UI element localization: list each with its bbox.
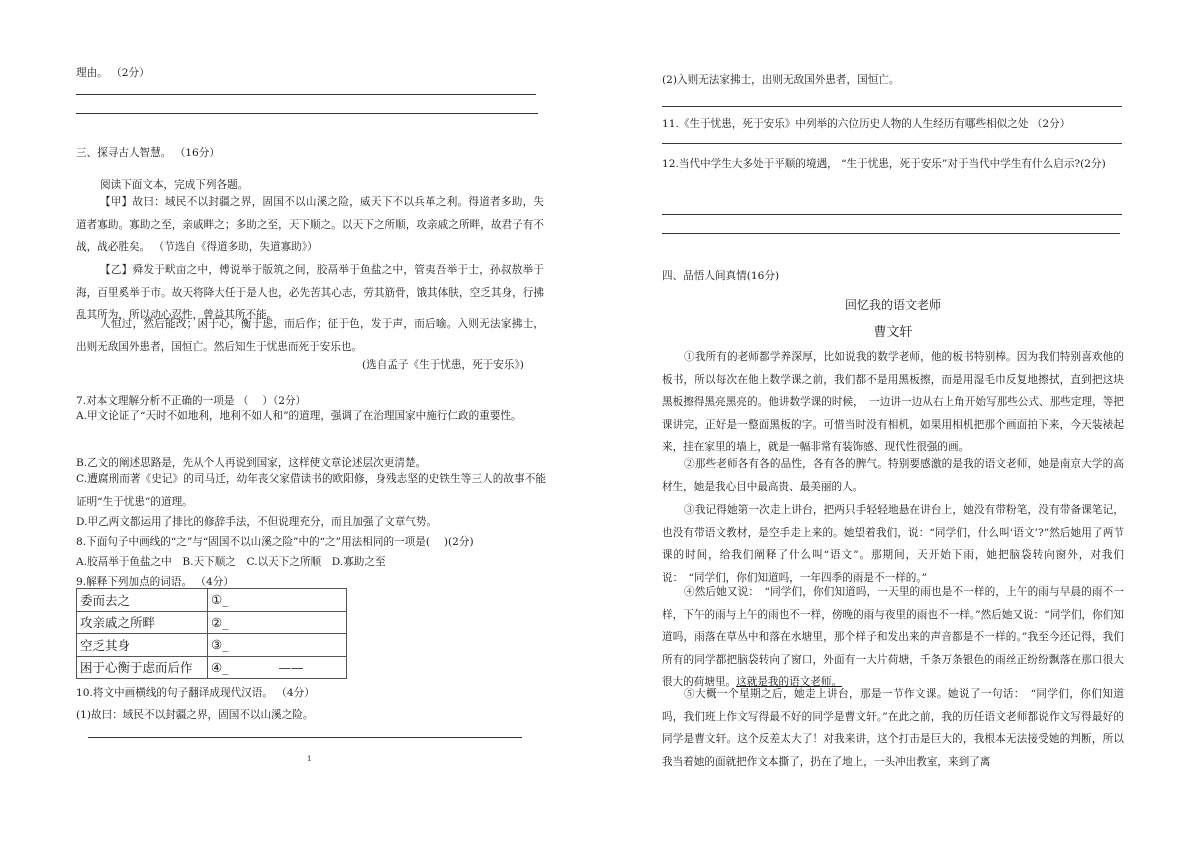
passage-jia: 【甲】故曰：域民不以封疆之界，固国不以山溪之险，威天下不以兵革之利。得道者多助，失道者寡助。寡助之至，亲戚畔之；多助之至，天下顺之。以天下之所顺，攻亲戚之所畔，故君子有不战，战必胜矣。 （节选自《得道多助，失道寡助》） <box>76 196 544 253</box>
question-12: 12.当代中学生大多处于平顺的境遇， “生于忧患，死于安乐”对于当代中学生有什么启示?(2分) <box>662 158 1106 170</box>
passage-yi-1: 【乙】舜发于畎亩之中，傅说举于版筑之间，胶鬲举于鱼盐之中，管夷吾举于士，孙叔敖举于海，百里奚举于市。故天将降大任于是人也，必先苦其心志，劳其筋骨，饿其体肤，空乏其身，行拂乱其所为，所以动心忍性，曾益其所不能。 <box>76 264 544 321</box>
vocab-answer-cell[interactable]: ②_ <box>208 611 347 634</box>
question-11: 11.《生于忧患，死于安乐》中列举的六位历史人物的人生经历有哪些相似之处 （2分） <box>662 118 1071 130</box>
q10-sentence-2: (2)入则无法家拂士，出则无敌国外患者，国恒亡。 <box>662 74 900 86</box>
table-row <box>77 634 347 657</box>
q8-options: A.胶鬲举于鱼盐之中 B.天下顺之 C.以天下之所顺 D.寡助之至 <box>76 556 386 568</box>
essay-paragraph-5: ⑤大概一个星期之后，她走上讲台，那是一节作文课。她说了一句话： “同学们，你们知道吗，我们班上作文写得最不好的同学是曹文轩。”在此之前，我的历任语文老师都说作文写得最好的同学是曹文轩。这个反差太大了！对我来讲，这个打击是巨大的，我根本无法接受她的判断，所以我当着她的面就把作文本撕了，扔在了地上，一头冲出教室，来到了离 <box>662 688 1124 768</box>
vocab-answer-cell[interactable]: ④_ —— <box>208 656 347 679</box>
answer-line[interactable] <box>76 113 538 114</box>
answer-line[interactable] <box>662 214 1122 215</box>
question-reason-text: 理由。 （2分） <box>76 67 150 79</box>
q10-sentence-1: (1)故曰：域民不以封疆之界，固国不以山溪之险。 <box>76 709 314 721</box>
essay-paragraph-2: ②那些老师各有各的品性，各有各的脾气。特别要感激的是我的语文老师，她是南京大学的高材生，她是我心目中最高贵、最美丽的人。 <box>662 458 1124 493</box>
essay-paragraph-4 <box>662 581 1124 694</box>
vocab-word: 委而去之 <box>77 589 208 612</box>
essay-paragraph-3: ③我记得她第一次走上讲台，把两只手轻轻地悬在讲台上，她没有带粉笔，没有带备课笔记，也没有带语文教材，是空手走上来的。她望着我们，说：“同学们，什么叫‘语文’?”然后她用了两节课的时间，给我们阐释了什么叫“语文”。那期间，天开始下雨，她把脑袋转向窗外，对我们说： “同学们，你们知道吗，一年四季的雨是不一样的。” <box>662 504 1124 584</box>
table-row <box>77 656 347 679</box>
essay-author: 曹文轩 <box>873 325 913 340</box>
section4-heading: 四、品悟人间真情(16分) <box>662 270 780 282</box>
q7-option-c: C.遭腐刑而著《史记》的司马迁，幼年丧父家借读书的欧阳修，身残志坚的史铁生等三人的故事不能证明“生于忧患”的道理。 <box>76 473 546 508</box>
answer-line[interactable] <box>662 233 1120 234</box>
answer-line[interactable] <box>662 106 1122 107</box>
essay-paragraph-1: ①我所有的老师都学养深厚，比如说我的数学老师，他的板书特别棒。因为我们特别喜欢他的板书，所以每次在他上数学课之前，我们都不是用黑板擦，而是用湿毛巾反复地擦拭，直到把这块黑板擦得黑亮黑亮的。他讲数学课的时候， 一边讲一边从右上角开始写那些公式、那些定理，等把课讲完，正好是一整面黑板的字。可惜当时没有相机，如果用相机把那个画面拍下来，今天装裱起来，挂在家里的墙上，就是一幅非常有装饰感、现代性很强的画。 <box>662 351 1124 453</box>
vocab-word: 困于心衡于虑而后作 <box>77 656 208 679</box>
q7-option-b: B.乙文的阐述思路是，先从个人再说到国家，这样使文章论述层次更清楚。 <box>76 457 427 469</box>
answer-line[interactable] <box>88 737 522 738</box>
section3-heading: 三、探寻古人智慧。 （16分） <box>76 147 220 159</box>
passage-yi-2: 人恒过，然后能改；困于心，衡于虑，而后作；征于色，发于声，而后喻。入则无法家拂士，出则无敌国外患者，国恒亡。然后知生于忧患而死于安乐也。 <box>76 318 544 353</box>
underlined-sentence: 这就是我的语文老师。 <box>736 676 843 688</box>
question-8: 8.下面句子中画线的“之”与“固国不以山溪之险”中的“之”用法相同的一项是( )(2分) <box>76 536 474 548</box>
vocab-answer-cell[interactable]: ③_ <box>208 634 347 657</box>
table-row <box>77 589 347 612</box>
answer-line[interactable] <box>662 143 1122 144</box>
answer-line[interactable] <box>76 94 536 95</box>
vocab-word: 攻亲戚之所畔 <box>77 611 208 634</box>
passage-source: (选自孟子《生于忧患，死于安乐》) <box>362 359 524 371</box>
q7-option-d: D.甲乙两文都运用了排比的修辞手法，不但说理充分，而且加强了文章气势。 <box>76 516 438 528</box>
vocab-answer-cell[interactable]: ①_ <box>208 589 347 612</box>
vocab-word: 空乏其身 <box>77 634 208 657</box>
essay-title: 回忆我的语文老师 <box>844 298 941 312</box>
question-10: 10.将文中画横线的句子翻译成现代汉语。 （4分） <box>76 687 315 699</box>
question-7: 7.对本文理解分析不正确的一项是 （ ）（2分） <box>76 395 307 407</box>
reading-instruction: 阅读下面文本，完成下列各题。 <box>100 179 249 191</box>
page-number: 1 <box>307 755 312 763</box>
q7-option-a: A.甲文论证了“天时不如地利，地利不如人和”的道理，强调了在治理国家中施行仁政的重要性。 <box>76 410 522 422</box>
table-row <box>77 611 347 634</box>
paragraph-4-text: ④然后她又说： “同学们，你们知道吗，一天里的雨也是不一样的，上午的雨与早晨的雨不一样，下午的雨与上午的雨也不一样，傍晚的雨与夜里的雨也不一样。”然后她又说：“同学们，你们知道吗，雨落在草丛中和落在水塘里，那个样子和发出来的声音都是不一样的。”我至今还记得，我们所有的同学都把脑袋转向了窗口，外面有一大片荷塘，千条万条银色的雨丝正纷纷飘落在那口很大很大的荷塘里。 <box>662 586 1124 688</box>
vocab-table <box>76 588 347 679</box>
question-9: 9.解释下列加点的词语。 （4分） <box>76 576 234 588</box>
